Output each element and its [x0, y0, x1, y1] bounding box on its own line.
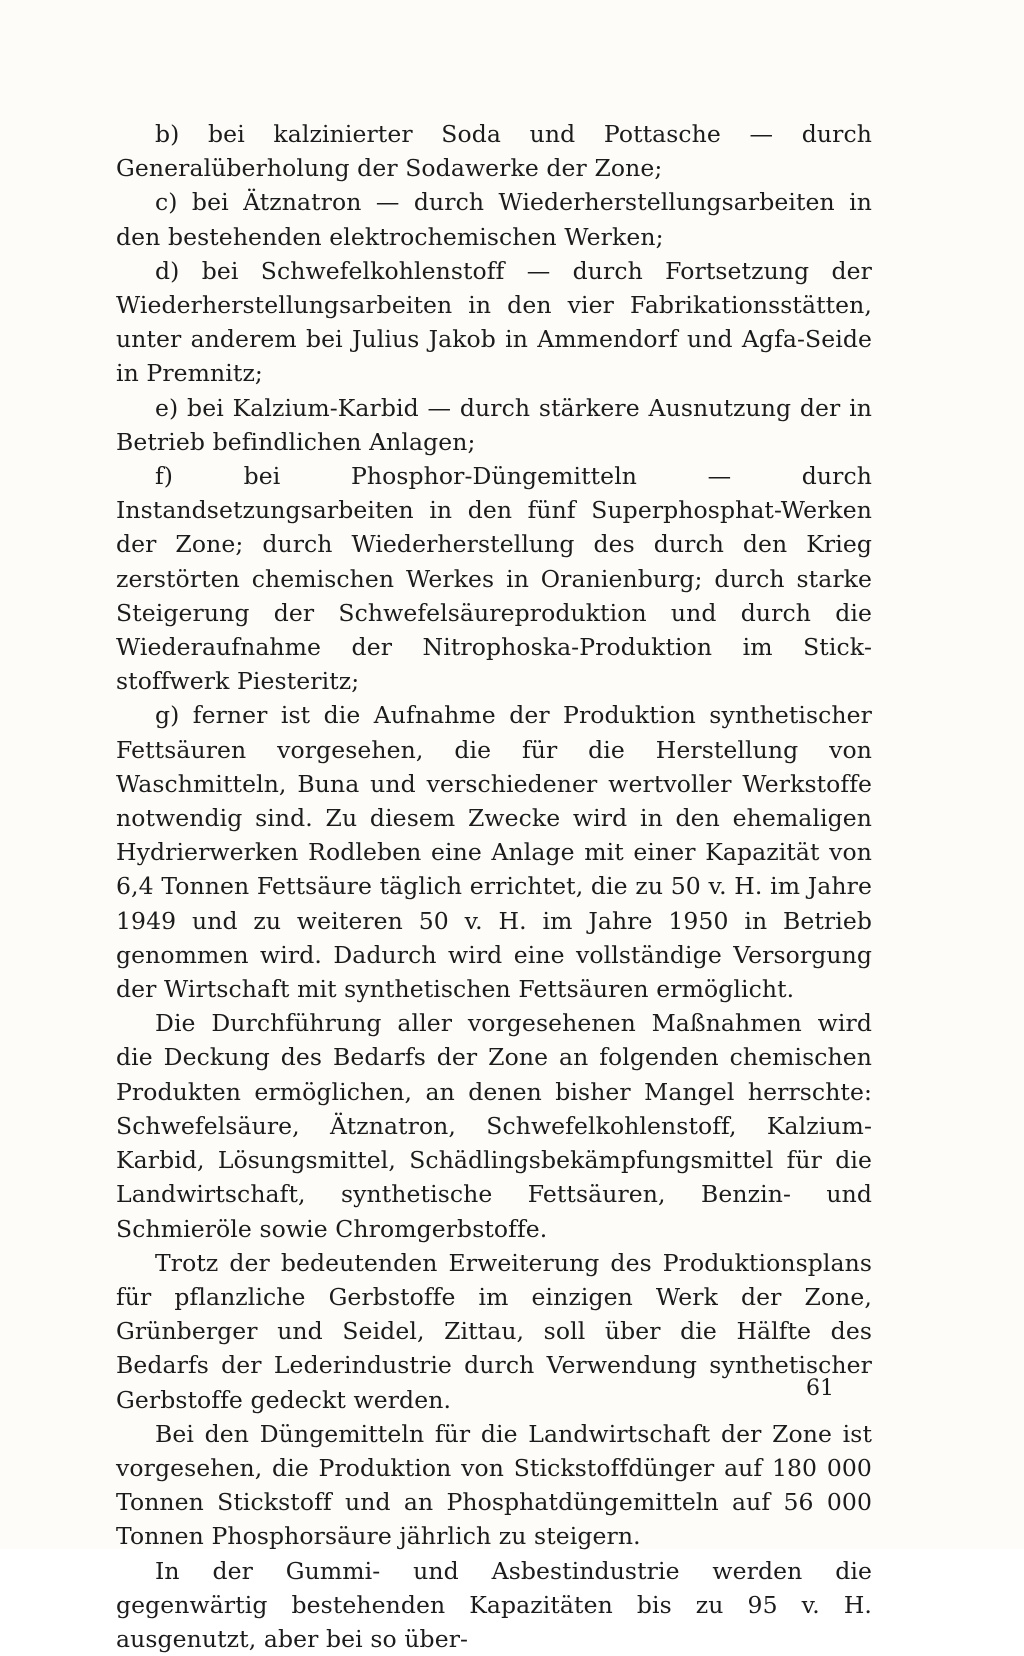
paragraph-e: e) bei Kalzium-Karbid — durch stärkere Ausnutzung der in Betrieb befindlichen Anlagen;: [116, 393, 872, 456]
body-text: [116, 117, 872, 1656]
paragraph-massnahmen: Die Durchführung aller vorgesehenen Maßnahmen wird die Deckung des Bedarfs der Zone an folgenden chemischen Produkten ermöglichen, an denen bisher Mangel herrschte: Schwefelsäure, Ätznatron, Schwefelkohlenstoff, Kalzium-Karbid, Lösungsmittel, Schädlingsbekämpfungsmittel für die Landwirtschaft, synthetische Fettsäuren, Benzin- und Schmieröle sowie Chromgerbstoffe.: [116, 1009, 872, 1243]
paragraph-g: g) ferner ist die Aufnahme der Produktion synthetischer Fettsäuren vorgesehen, die für die Herstellung von Waschmitteln, Buna und verschiedener wertvoller Werkstoffe notwendig sind. Zu diesem Zwecke wird in den ehemaligen Hydrierwerken Rodleben eine Anlage mit einer Kapazität von 6,4 Tonnen Fettsäure täglich errichtet, die zu 50 v. H. im Jahre 1949 und zu weiteren 50 v. H. im Jahre 1950 in Betrieb genommen wird. Dadurch wird eine vollständige Versorgung der Wirtschaft mit synthetischen Fettsäuren ermöglicht.: [116, 701, 872, 1004]
paragraph-f: f) bei Phosphor-Düngemitteln — durch Instandsetzungsarbeiten in den fünf Superphosphat-Werken der Zone; durch Wiederherstellung des durch den Krieg zerstörten chemischen Werkes in Oranienburg; durch starke Steigerung der Schwefelsäureproduktion und durch die Wiederaufnahme der Nitrophoska-Produktion im Stickstoffwerk Piesteritz;: [116, 462, 872, 696]
paragraph-c: c) bei Ätznatron — durch Wiederherstellungsarbeiten in den bestehenden elektrochemischen Werken;: [116, 188, 872, 251]
paragraph-gerbstoffe: Trotz der bedeutenden Erweiterung des Produktionsplans für pflanzliche Gerbstoffe im einzigen Werk der Zone, Grünberger und Seidel, Zittau, soll über die Hälfte des Bedarfs der Lederindustrie durch Verwendung synthetischer Gerbstoffe gedeckt werden.: [116, 1248, 872, 1414]
page-number: 61: [806, 1376, 834, 1401]
paragraph-gummi: In der Gummi- und Asbestindustrie werden die gegenwärtig bestehenden Kapazitäten bis zu 95 v. H. ausgenutzt, aber bei so über-: [116, 1556, 872, 1653]
paragraph-duengemittel: Bei den Düngemitteln für die Landwirtschaft der Zone ist vorgesehen, die Produktion von Stickstoffdünger auf 180 000 Tonnen Stickstoff und an Phosphatdüngemitteln auf 56 000 Tonnen Phosphorsäure jährlich zu steigern.: [116, 1419, 872, 1551]
paragraph-d: d) bei Schwefelkohlenstoff — durch Fortsetzung der Wiederherstellungsarbeiten in den vier Fabrikationsstätten, unter anderem bei Julius Jakob in Ammendorf und Agfa-Seide in Premnitz;: [116, 256, 872, 388]
paragraph-b: b) bei kalzinierter Soda und Pottasche — durch Generalüberholung der Sodawerke der Zone;: [116, 120, 872, 183]
